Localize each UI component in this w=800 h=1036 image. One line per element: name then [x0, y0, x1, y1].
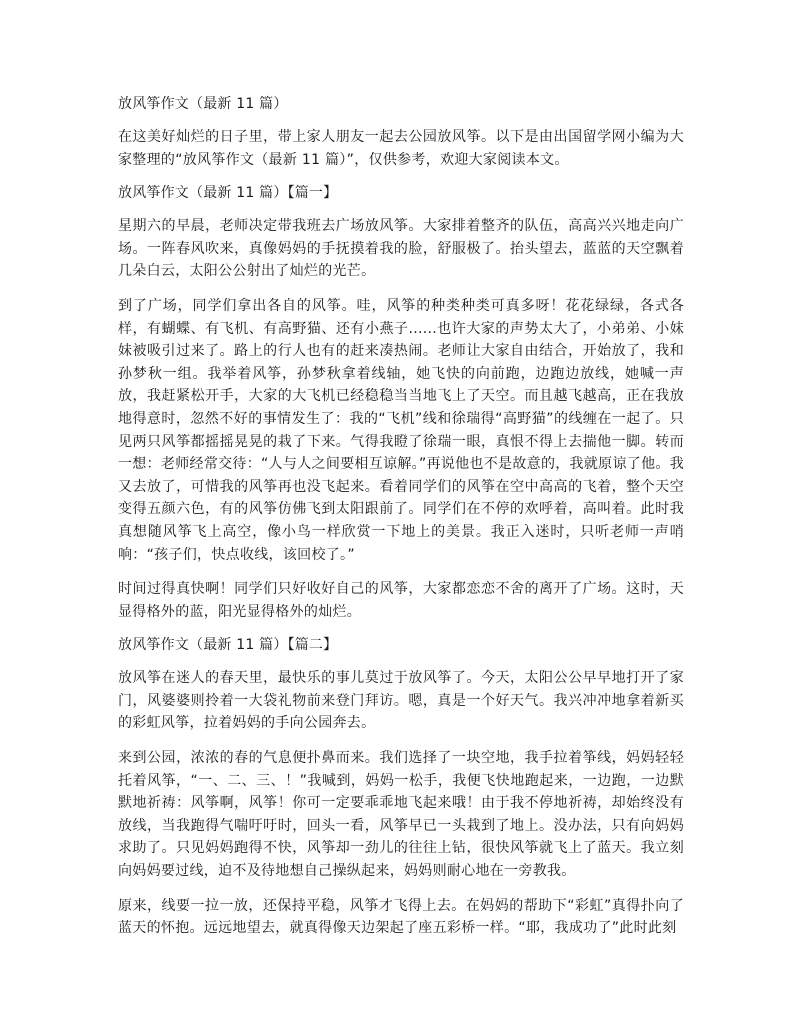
section-2-paragraph-1: 放风筝在迷人的春天里，最快乐的事儿莫过于放风筝了。今天，太阳公公早早地打开了家门，风婆婆则拎着一大袋礼物前来登门拜访。嗯，真是一个好天气。我兴冲冲地拿着新买的彩虹风筝，拉着妈妈的手向公园奔去。 — [118, 670, 684, 732]
section-2-paragraph-3: 原来，线要一拉一放，还保持平稳，风筝才飞得上去。在妈妈的帮助下“彩虹”真得扑向了蓝天的怀抱。远远地望去，就真得像天边架起了座五彩桥一样。“耶，我成功了”此时此刻 — [118, 897, 684, 937]
section-1-paragraph-3: 时间过得真快啊！同学们只好收好自己的风筝，大家都恋恋不舍的离开了广场。这时，天显得格外的蓝，阳光显得格外的灿烂。 — [118, 581, 684, 620]
section-1-paragraph-2: 到了广场，同学们拿出各自的风筝。哇，风筝的种类种类可真多呀！花花绿绿，各式各样，有蝴蝶、有飞机、有高野猫、还有小燕子......也许大家的声势太大了，小弟弟、小妹妹被吸引过来了。路上的行人也有的赶来凑热闹。老师让大家自由结合，开始放了，我和孙梦秋一组。我举着风筝，孙梦秋拿着线轴，她飞快的向前跑，边跑边放线，她喊一声放，我赶紧松开手，大家的大飞机已经稳稳当当地飞上了天空。而且越飞越高，正在我放地得意时，忽然不好的事情发生了：我的“飞机”线和徐瑞得“高野猫”的线缠在一起了。只见两只风筝都摇摇晃晃的栽了下来。气得我瞪了徐瑞一眼，真恨不得上去揣他一脚。转而一想：老师经常交待：“人与人之间要相互谅解。”再说他也不是故意的，我就原谅了他。我又去放了，可惜我的风筝再也没飞起来。看着同学们的风筝在空中高高的飞着，整个天空变得五颜六色，有的风筝仿佛飞到太阳跟前了。同学们在不停的欢呼着，高叫着。此时我真想随风筝飞上高空，像小鸟一样欣赏一下地上的美景。我正入迷时，只听老师一声哨响：“孩子们，快点收线，该回校了。” — [118, 297, 684, 563]
section-2-paragraph-2: 来到公园，浓浓的春的气息便扑鼻而来。我们选择了一块空地，我手拉着筝线，妈妈轻轻托着风筝，“一、二、三、！”我喊到，妈妈一松手，我便飞快地跑起来，一边跑，一边默默地祈祷：风筝啊，风筝！你可一定要乖乖地飞起来哦！由于我不停地祈祷，却始终没有放线，当我跑得气喘吁吁时，回头一看，风筝早已一头栽到了地上。没办法，只有向妈妈求助了。只见妈妈跑得不快，风筝却一劲儿的往往上钻，很快风筝就飞上了蓝天。我立刻向妈妈要过线，迫不及待地想自己操纵起来，妈妈则耐心地在一旁教我。 — [118, 750, 684, 880]
section-2-heading: 放风筝作文（最新 11 篇）【篇二】 — [118, 637, 338, 654]
intro-paragraph: 在这美好灿烂的日子里，带上家人朋友一起去公园放风筝。以下是由出国留学网小编为大家整理的“放风筝作文（最新 11 篇）”，仅供参考，欢迎大家阅读本文。 — [118, 129, 684, 168]
section-1-paragraph-1: 星期六的早晨，老师决定带我班去广场放风筝。大家排着整齐的队伍，高高兴兴地走向广场。一阵春风吹来，真像妈妈的手抚摸着我的脸，舒服极了。抬头望去，蓝蓝的天空飘着几朵白云，太阳公公射出了灿烂的光芒。 — [118, 218, 684, 280]
document-page — [118, 94, 684, 952]
section-1-heading: 放风筝作文（最新 11 篇）【篇一】 — [118, 185, 338, 202]
document-title: 放风筝作文（最新 11 篇） — [118, 96, 288, 112]
